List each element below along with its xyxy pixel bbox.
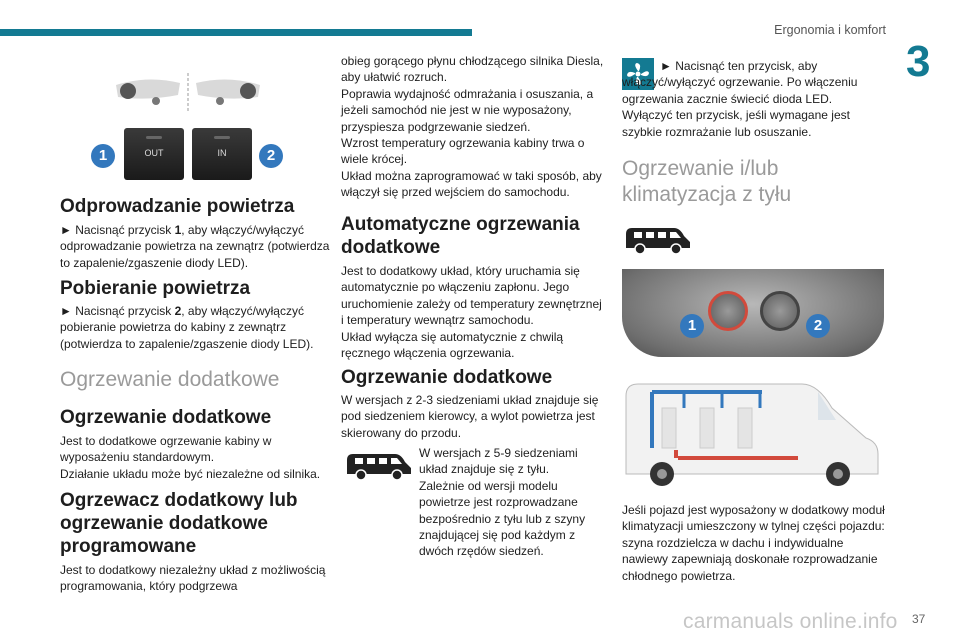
temperature-knob[interactable] [708, 291, 748, 331]
paragraph-odprowadzanie [60, 222, 330, 271]
in-button-led [214, 136, 230, 139]
paragraph-fan-button: ► Nacisnąć ten przycisk, aby włączyć/wyłączyć ogrzewanie. Po włączeniu ogrzewania zacznie świecić dioda LED. Wyłączyć ten przycisk, jeśli wymagane jest szybkie rozmrażanie lub osuszanie. [622, 59, 858, 139]
out-button-label: OUT [144, 148, 164, 158]
section-title: Ergonomia i komfort [774, 23, 886, 37]
heading-automatyczne: Automatyczne ogrzewania dodatkowe [341, 214, 580, 258]
text-run: ► Nacisnąć przycisk [60, 304, 175, 318]
out-button[interactable] [124, 128, 184, 180]
text-run: , aby włączyć/wyłączyć odprowadzanie powietrza na zewnątrz (potwierdza to zapalenie/zgaszenie diody LED). [60, 223, 330, 270]
button-number: 1 [174, 223, 182, 237]
rear-control-panel-photo [622, 269, 884, 357]
marker-2: 2 [259, 144, 283, 168]
heading-ogrzewanie: Ogrzewanie dodatkowe [60, 407, 272, 428]
heading-ogrzewacz: Ogrzewacz dodatkowy lub ogrzewanie dodatkowe programowane [60, 490, 298, 557]
heading-odprowadzanie: Odprowadzanie powietrza [60, 196, 295, 217]
paragraph-dodatkowe: W wersjach z 2-3 siedzeniami układ znajduje się pod siedzeniem kierowcy, a wylot powietrza jest skierowany do przodu. [341, 393, 599, 440]
chapter-number: 3 [906, 37, 931, 86]
in-button[interactable] [192, 128, 252, 180]
section-heading-klima: Ogrzewanie i/lub klimatyzacja z tyłu [622, 157, 792, 206]
paragraph-continued: obieg gorącego płynu chłodzącego silnika Diesla, aby ułatwić rozruch. Poprawia wydajność odmrażania i osuszania, a jeżeli samochód nie jest w nie wyposażony, przyspiesza podgrzewanie siedzeń. Wzrost temperatury ogrzewania kabiny trwa o wiele krócej. Układ można zaprogramować w taki sposób, aby włączył się przed wejściem do samochodu. [341, 54, 604, 200]
paragraph-automatyczne: Jest to dodatkowy układ, który uruchamia się automatycznie po włączeniu zapłonu. Jego uruchomienie zależy od temperatury zewnętrznej i temperatury wewnątrz samochodu. Układ wyłącza się automatycznie z chwilą ręcznego włączenia ogrzewania. [341, 264, 602, 361]
van-icon [624, 224, 692, 256]
button-number: 2 [174, 304, 182, 318]
out-button-led [146, 136, 162, 139]
marker-1: 1 [91, 144, 115, 168]
text-run: ► Nacisnąć przycisk [60, 223, 175, 237]
van-icon [345, 450, 413, 482]
page-number: 37 [912, 612, 926, 626]
in-button-label: IN [217, 148, 227, 158]
panel-marker-2: 2 [806, 314, 830, 338]
mirror-illustration [108, 71, 268, 115]
section-heading-ogrzewanie: Ogrzewanie dodatkowe [60, 368, 280, 391]
fan-speed-knob[interactable] [760, 291, 800, 331]
paragraph-ogrzewanie: Jest to dodatkowe ogrzewanie kabiny w wyposażeniu standardowym. Działanie układu może być niezależne od silnika. [60, 434, 321, 481]
paragraph-van-versions: W wersjach z 5-9 siedzeniami układ znajduje się z tyłu. Zależnie od wersji modelu powietrze jest rozprowadzane bezpośrednio z tyłu lub z szyny znajdującej się pod każdym z dwóch rzędów siedzeń. [419, 446, 586, 559]
panel-marker-1: 1 [680, 314, 704, 338]
heading-pobieranie: Pobieranie powietrza [60, 278, 251, 299]
header-accent-bar [0, 29, 472, 36]
heading-dodatkowe: Ogrzewanie dodatkowe [341, 367, 553, 388]
paragraph-pobieranie [60, 303, 330, 352]
van-airflow-diagram [622, 378, 884, 490]
text-run: , aby włączyć/wyłączyć pobieranie powietrza do kabiny z zewnątrz (potwierdza to zapalenie/zgaszenie diody LED). [60, 304, 314, 351]
paragraph-klima: Jeśli pojazd jest wyposażony w dodatkowy moduł klimatyzacji umieszczony w tylnej części pojazdu: szyna rozdzielcza w dachu i indywidualne nawiewy zapewniają doskonałe rozprowadzanie chłodnego powietrza. [622, 503, 885, 583]
watermark: carmanuals online.info [683, 610, 898, 633]
paragraph-ogrzewacz: Jest to dodatkowy niezależny układ z możliwością programowania, który podgrzewa [60, 563, 326, 594]
